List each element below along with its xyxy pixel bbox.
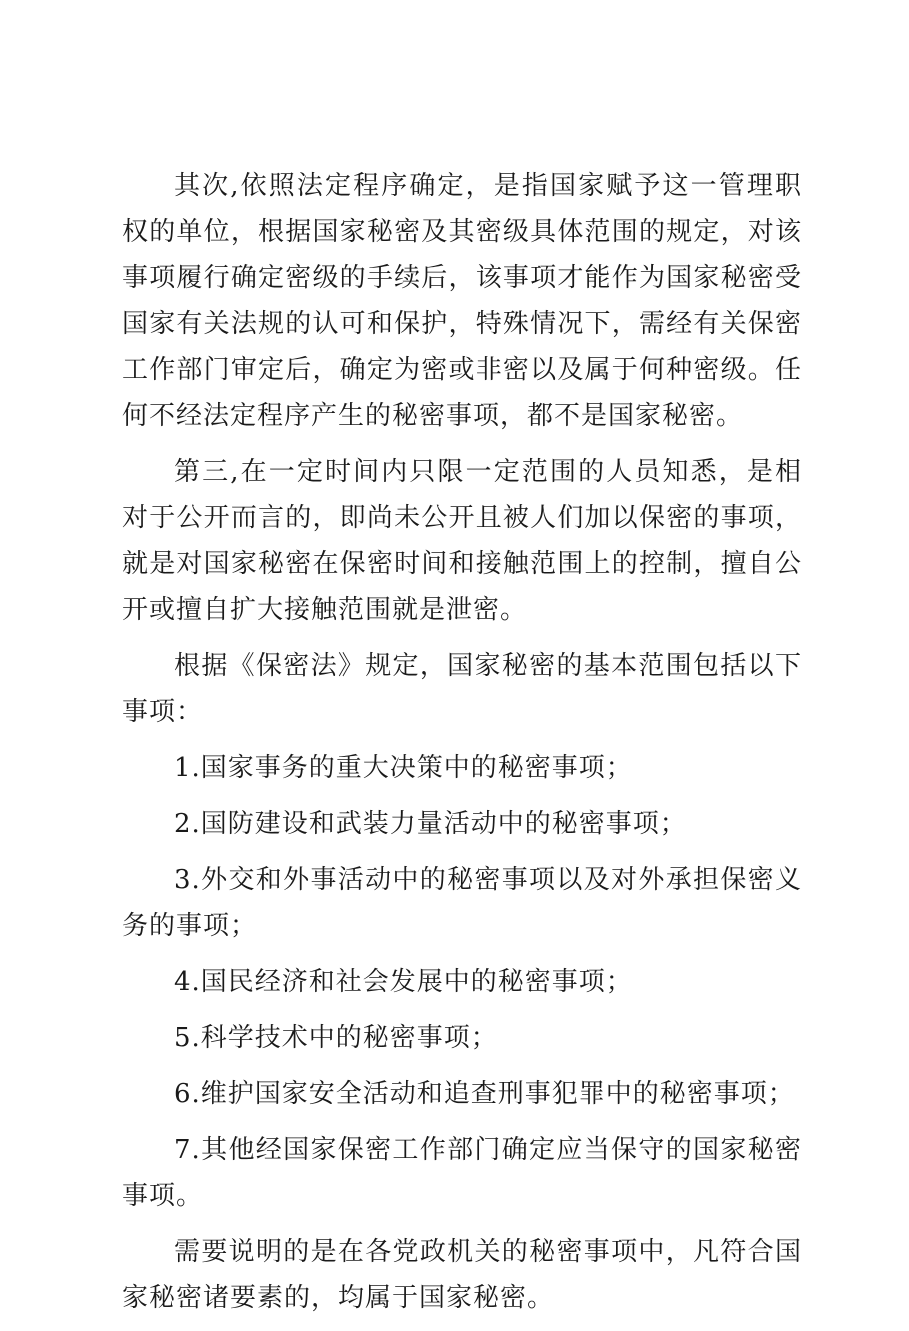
paragraph-procedure: 其次,依照法定程序确定，是指国家赋予这一管理职权的单位，根据国家秘密及其密级具体范围的规定，对该事项履行确定密级的手续后，该事项才能作为国家秘密受国家有关法规的认可和保护，特殊情况下，需经有关保密工作部门审定后，确定为密或非密以及属于何种密级。任何不经法定程序产生的秘密事项，都不是国家秘密。 [122, 171, 802, 431]
list-item-7: 7.其他经国家保密工作部门确定应当保守的国家秘密事项。 [122, 1135, 802, 1211]
paragraph-basic-range-intro: 根据《保密法》规定，国家秘密的基本范围包括以下事项： [122, 651, 802, 727]
paragraph-note: 需要说明的是在各党政机关的秘密事项中，凡符合国家秘密诸要素的，均属于国家秘密。 [122, 1237, 802, 1313]
list-item-3: 3.外交和外事活动中的秘密事项以及对外承担保密义务的事项； [122, 865, 802, 941]
document-body [122, 163, 802, 1331]
paragraph-scope-limit: 第三,在一定时间内只限一定范围的人员知悉，是相对于公开而言的，即尚未公开且被人们加以保密的事项，就是对国家秘密在保密时间和接触范围上的控制，擅自公开或擅自扩大接触范围就是泄密。 [122, 457, 802, 625]
list-item-1: 1.国家事务的重大决策中的秘密事项； [174, 753, 633, 783]
list-item-4: 4.国民经济和社会发展中的秘密事项； [174, 967, 633, 997]
list-item-6: 6.维护国家安全活动和追查刑事犯罪中的秘密事项； [174, 1079, 795, 1109]
list-item-5: 5.科学技术中的秘密事项； [174, 1023, 498, 1053]
list-item-2: 2.国防建设和武装力量活动中的秘密事项； [174, 809, 687, 839]
